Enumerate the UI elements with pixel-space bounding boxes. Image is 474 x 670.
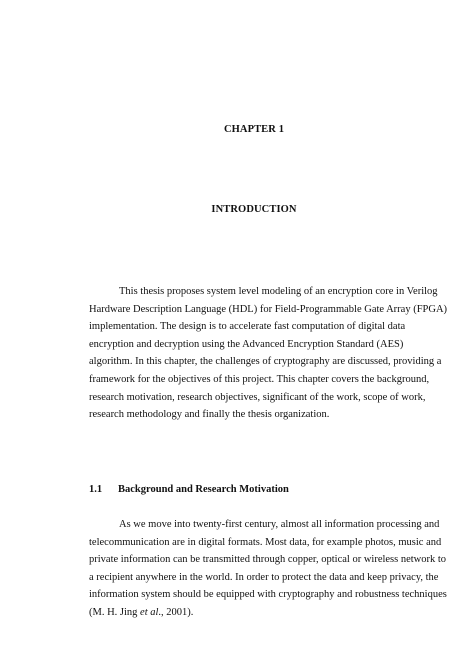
citation-line	[89, 604, 431, 622]
intro-line: research motivation, research objectives, significant of the work, scope of work,	[89, 391, 426, 403]
chapter-label: CHAPTER 1	[223, 124, 285, 135]
intro-line: algorithm. In this chapter, the challenges of cryptography are discussed, providing a	[89, 356, 442, 368]
citation-year: ., 2001).	[158, 606, 194, 618]
citation-text: (M. H. Jing	[89, 606, 141, 618]
section-heading	[89, 484, 289, 495]
intro-line: This thesis proposes system level modeling of an encryption core in Verilog	[119, 286, 438, 297]
background-line: telecommunication are in digital formats. Most data, for example photos, music and	[89, 536, 442, 548]
background-line: private information can be transmitted through copper, optical or wireless network to	[89, 554, 447, 566]
background-line: a recipient anywhere in the world. In order to protect the data and keep privacy, the	[89, 571, 439, 583]
background-line: information system should be equipped with cryptography and robustness techniques	[89, 589, 447, 601]
intro-line: research methodology and finally the thesis organization.	[89, 409, 330, 421]
intro-line: encryption and decryption using the Advanced Encryption Standard (AES)	[89, 338, 404, 350]
citation-et-al: et al	[140, 606, 159, 618]
section-title: Background and Research Motivation	[118, 484, 289, 495]
intro-line: framework for the objectives of this project. This chapter covers the background,	[89, 373, 430, 385]
intro-line: implementation. The design is to accelerate fast computation of digital data	[89, 321, 406, 333]
intro-paragraph	[89, 283, 448, 424]
background-line: As we move into twenty-first century, almost all information processing and	[119, 519, 440, 530]
background-paragraph	[89, 516, 447, 622]
chapter-title: INTRODUCTION	[211, 204, 297, 215]
section-number: 1.1	[89, 484, 103, 495]
intro-line: Hardware Description Language (HDL) for Field-Programmable Gate Array (FPGA)	[89, 303, 448, 315]
